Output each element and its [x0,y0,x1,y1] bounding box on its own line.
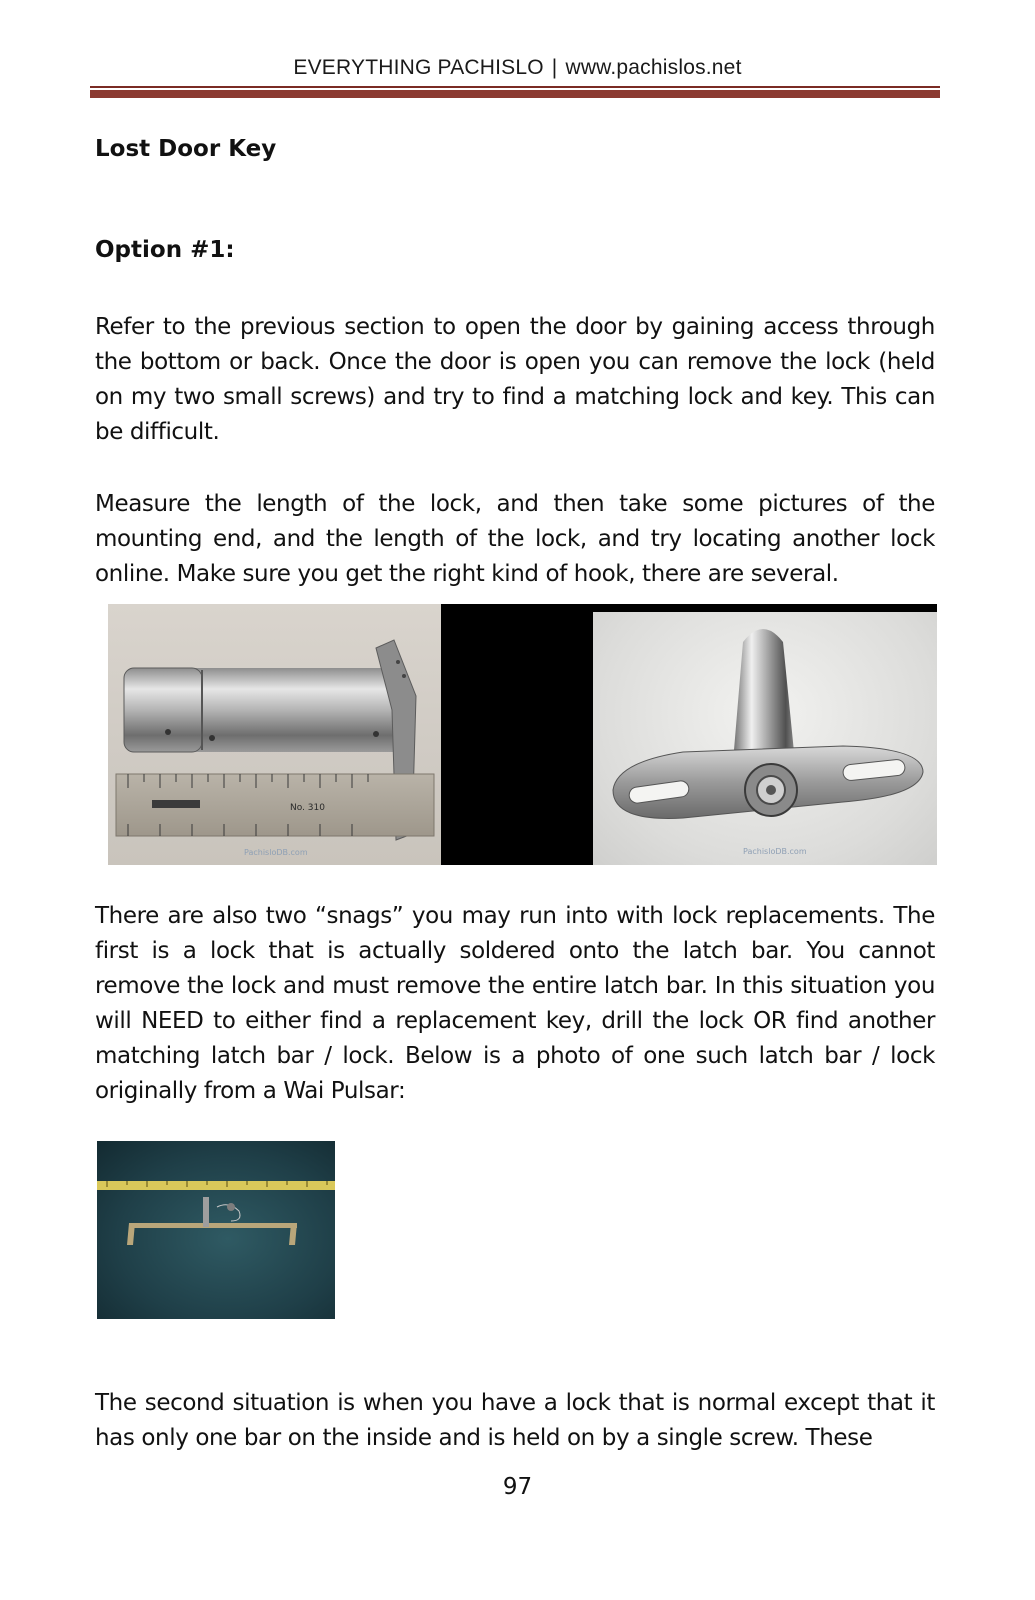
lock-front-photo [593,612,937,865]
book-title: EVERYTHING PACHISLO [293,56,544,79]
left-watermark: PachisloDB.com [244,848,308,857]
header-rule-thin [90,86,940,88]
paragraph-second-situation: The second situation is when you have a lock that is normal except that it has only one bar on the inside and is held on by a single screw. These [95,1390,935,1451]
paragraph-refer: Refer to the previous section to open the door by gaining access through the bottom or back. Once the door is open you can remove the lock (held on my two small screws) and try to find a matching lock and key. This can be difficult. [95,314,935,445]
running-header [0,56,1035,80]
ruler-label: No. 310 [290,803,325,813]
paragraph-measure: Measure the length of the lock, and then take some pictures of the mounting end, and the length of the lock, and try locating another lock online. Make sure you get the right kind of hook, there are several. [95,491,935,587]
lock-side-photo [108,604,441,865]
header-separator: | [551,56,558,79]
header-rule-thick [90,90,940,98]
paragraph-snags: There are also two “snags” you may run into with lock replacements. The first is a lock that is actually soldered onto the latch bar. You cannot remove the lock and must remove the entire latch bar. In this situation you will NEED to either find a replacement key, drill the lock OR find another matching latch bar / lock. Below is a photo of one such latch bar / lock originally from a Wai Pulsar: [95,903,935,1104]
latch-bar-photo [97,1141,335,1319]
page-number: 97 [502,1474,533,1500]
website-link[interactable]: www.pachislos.net [565,56,742,79]
section-title: Lost Door Key [95,136,277,162]
lock-photos [108,604,937,865]
right-watermark: PachisloDB.com [743,847,807,856]
option-title: Option #1: [95,237,235,263]
